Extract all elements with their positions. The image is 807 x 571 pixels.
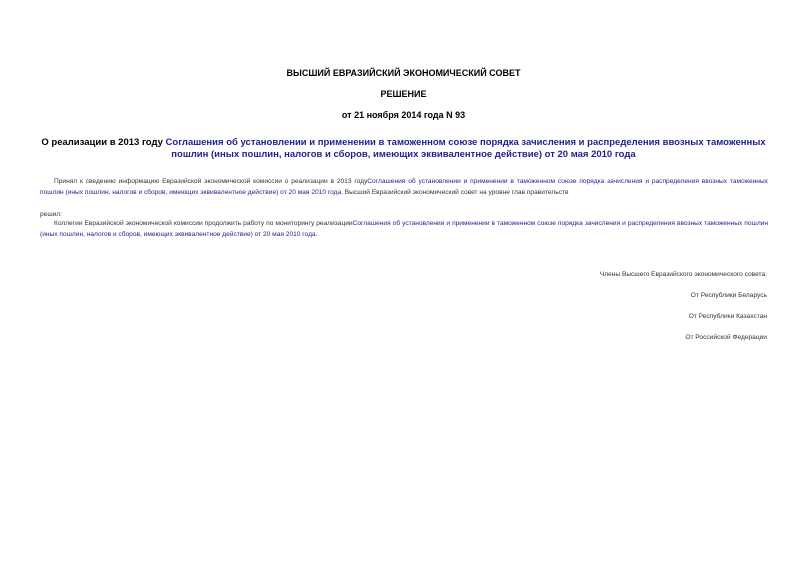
- council-heading: ВЫСШИЙ ЕВРАЗИЙСКИЙ ЭКОНОМИЧЕСКИЙ СОВЕТ: [286, 68, 521, 78]
- title-agreement-link[interactable]: Соглашения об установлении и применении в таможенном союзе порядка зачисления и распределения ввозных таможенных пошлин (иных пошлин, налогов и сборов, имеющих эквивалентное действие) от 20 мая 2010 года: [165, 137, 766, 160]
- signatory-russia: От Российской Федерации: [685, 334, 767, 341]
- paragraph-instruction: [40, 219, 768, 240]
- document-title: [40, 137, 767, 161]
- p1-agreement-link[interactable]: Соглашения об установлении и применении в таможенном союзе порядка зачисления и распределения ввозных таможенных пошлин (иных пошлин, налогов и сборов, имеющих эквивалентное действие) от 20 мая 2010 года: [40, 178, 768, 196]
- p1-prefix: Принял к сведению информацию Евразийской экономической комиссии о реализации в 2013 году: [54, 178, 368, 185]
- decided-label: решил:: [40, 211, 62, 218]
- signatories-heading: Члены Высшего Евразийского экономического совета:: [599, 271, 767, 278]
- p2-suffix: .: [315, 230, 318, 238]
- p1-suffix: , Высший Евразийский экономический совет на уровне глав правительств: [341, 188, 569, 196]
- signatory-kazakhstan: От Республики Казахстан: [688, 313, 767, 320]
- title-prefix: О реализации в 2013 году: [41, 137, 166, 148]
- paragraph-information: [40, 177, 768, 198]
- p2-agreement-link[interactable]: Соглашения об установлении и применении в таможенном союзе порядка зачисления и распределения ввозных таможенных пошлин (иных пошлин, налогов и сборов, имеющих эквивалентное действие) от 20 мая 2010 года: [40, 220, 768, 238]
- signatory-belarus: От Республики Беларусь: [690, 292, 767, 299]
- decision-heading: РЕШЕНИЕ: [380, 89, 427, 99]
- decision-date-number: от 21 ноября 2014 года N 93: [341, 110, 466, 120]
- p2-prefix: Коллегии Евразийской экономической комиссии продолжить работу по мониторингу реализации: [54, 220, 353, 227]
